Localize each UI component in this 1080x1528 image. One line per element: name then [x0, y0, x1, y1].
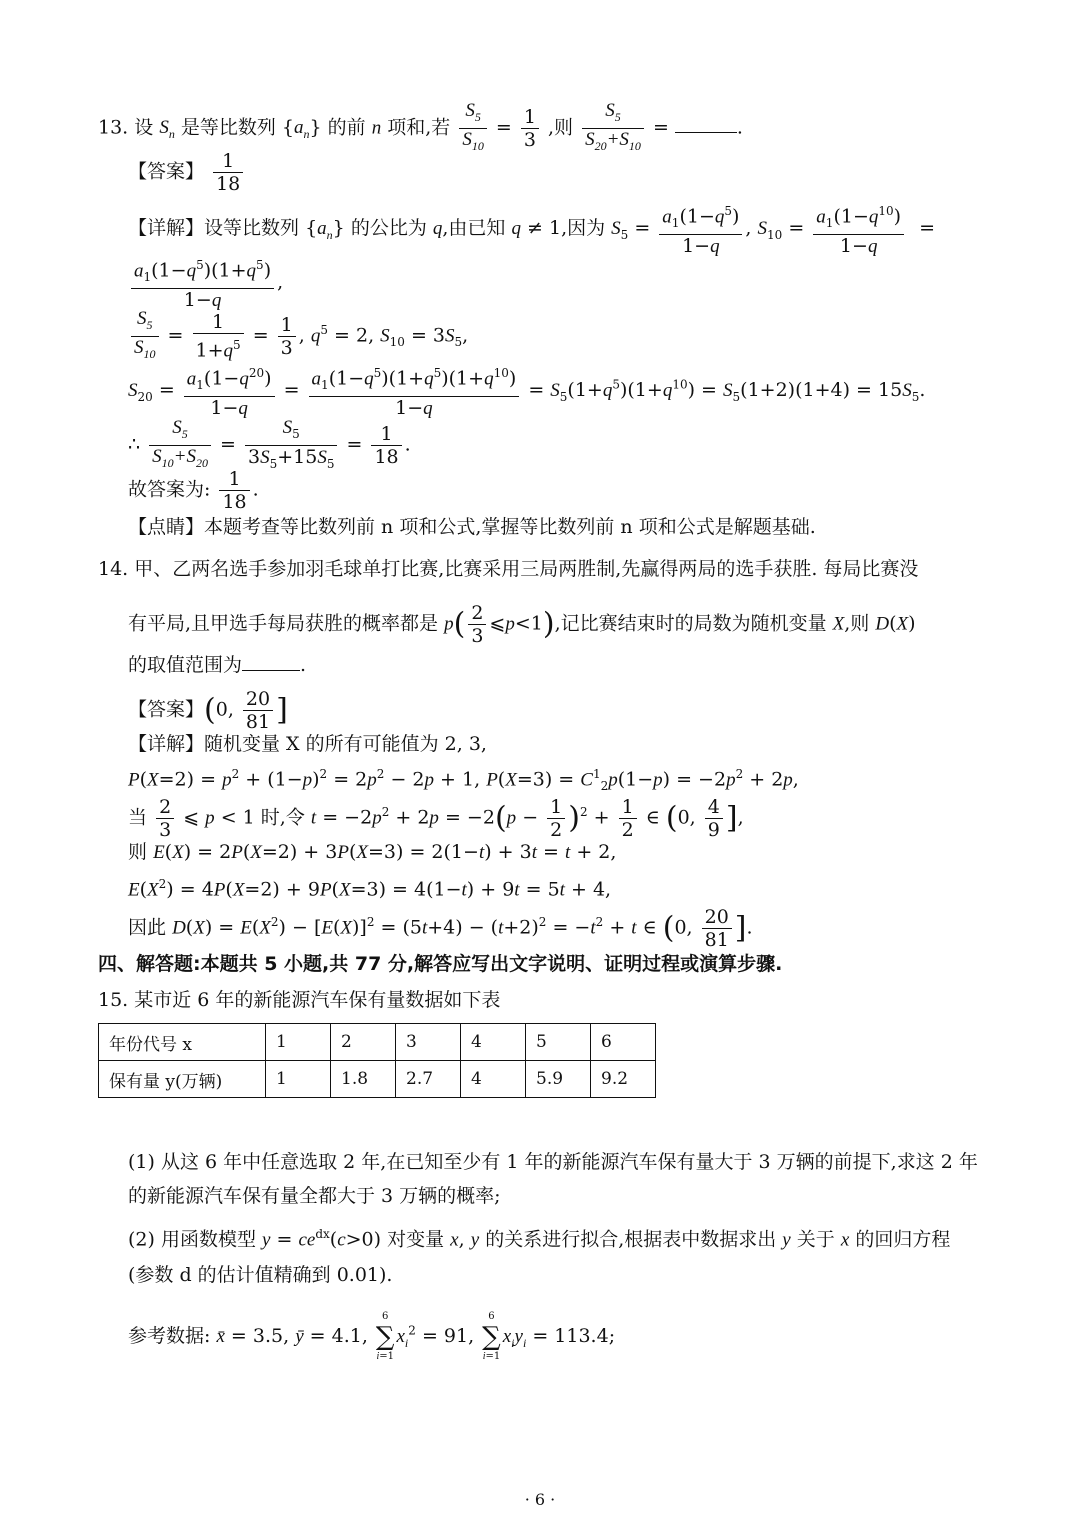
q13-detail-line5: ∴ $\frac{S_5}{S_{10}+S_{20}}$ = $\frac{S_5}{3S_5+15S_5}$ = $\frac{1}{18}$ .: [128, 417, 411, 471]
table-cell: 5.9: [526, 1061, 591, 1098]
data-table: [98, 1023, 656, 1098]
q13-detail-line3: $\frac{S_5}{S_{10}}$ = $\frac{1}{1+q^5}$ = $\frac{1}{3}$ , $q^5 = 2$, $S_{10} = 3S_5$,: [128, 308, 468, 365]
q14-detail-line4: 则 E(X) = 2P(X=2) + 3P(X=3) = 2(1−t) + 3t = t + 2,: [128, 841, 617, 863]
q13-detail-line4: $S_{20}$ = $\frac{a_1(1-q^{20})}{1-q}$ = $\frac{a_1(1-q^5)(1+q^5)(1+q^{10})}{1-q}$ = $S_5(1+q^5)(1+q^{10}) = S_5(1+2)(1+4) = 15S_5$.: [128, 362, 925, 420]
q13-stem: 13. 设 $S_n$ 是等比数列 $\{a_n\}$ 的前 n 项和,若 $\frac{S_5}{S_{10}}$ = $\frac{1}{3}$ ,则 $\frac{S_5}{S_{20}+S_{10}}$ = .: [98, 100, 743, 153]
section-title: 四、解答题:本题共 5 小题,共 77 分,解答应写出文字说明、证明过程或演算步骤.: [98, 953, 783, 975]
table-cell: 6: [591, 1024, 656, 1061]
page-number: · 6 ·: [524, 1490, 556, 1509]
q13-final-answer: 故答案为: $\frac{1}{18}$ .: [128, 468, 259, 513]
q15-part2-line1: (2) 用函数模型 $y = ce^{dx}(c>0)$ 对变量 x, y 的关系进行拟合,根据表中数据求出 y 关于 x 的回归方程: [128, 1227, 951, 1251]
q13-detail-line2: $\frac{a_1(1-q^5)(1+q^5)}{1-q}$ ,: [128, 254, 283, 312]
table-cell: 9.2: [591, 1061, 656, 1098]
table-cell: 2.7: [396, 1061, 461, 1098]
q14-stem-line1: 14. 甲、乙两名选手参加羽毛球单打比赛,比赛采用三局两胜制,先赢得两局的选手获胜. 每局比赛没: [98, 558, 919, 580]
table-cell: 保有量 y(万辆): [99, 1061, 266, 1098]
table-cell: 4: [461, 1061, 526, 1098]
q14-detail-line5: $E(X^2) = 4P(X=2) + 9P(X=3) = 4(1-t) + 9t = 5t + 4$,: [128, 877, 612, 901]
table-cell: 年份代号 x: [99, 1024, 266, 1061]
q15-reference-data: 参考数据: x̄ = 3.5, ȳ = 4.1, 6 ∑ i=1 $x_i^2 = 91$, 6 ∑ i=1 $x_iy_i = 113.4$;: [128, 1311, 616, 1362]
q15-stem: 15. 某市近 6 年的新能源汽车保有量数据如下表: [98, 989, 501, 1011]
table-cell: 2: [331, 1024, 396, 1061]
table-cell: 1: [266, 1061, 331, 1098]
q14-detail-line3: 当 $\frac{2}{3}$ ⩽ p < 1 时,令 $t = -2p^2 + 2p = -2(p$ − $\frac{1}{2}$ )$^2$ + $\frac{1}{2}$ ∈ (0, $\frac{4}{9}$ ],: [128, 796, 744, 841]
q14-detail-line6: 因此 $D(X) = E(X^2) - [E(X)]^2 = (5t+4) - (t+2)^2 = -t^2 + t$ ∈ (0, $\frac{20}{81}$ ].: [128, 906, 753, 951]
table-cell: 4: [461, 1024, 526, 1061]
table-cell: 3: [396, 1024, 461, 1061]
q14-stem-line2: 有平局,且甲选手每局获胜的概率都是 p( $\frac{2}{3}$ ⩽p<1),记比赛结束时的局数为随机变量 X,则 D(X): [128, 602, 916, 647]
q13-answer-blank: [675, 114, 737, 133]
q13-detail-line1: 【详解】设等比数列 $\{a_n\}$ 的公比为 q,由已知 q ≠ 1,因为 $S_5$ = $\frac{a_1(1-q^5)}{1-q}$ , $S_{10}$ = $\frac{a_1(1-q^{10})}{1-q}$ =: [128, 200, 935, 258]
q15-part1-line1: (1) 从这 6 年中任意选取 2 年,在已知至少有 1 年的新能源汽车保有量大于 3 万辆的前提下,求这 2 年: [128, 1151, 978, 1173]
table-row: [99, 1024, 656, 1061]
q15-part2-line2: (参数 d 的估计值精确到 0.01).: [128, 1264, 393, 1286]
q13-answer: 【答案】 $\frac{1}{18}$: [128, 150, 246, 195]
table-cell: 1: [266, 1024, 331, 1061]
q14-stem-line3: 的取值范围为 .: [128, 654, 307, 676]
q13-comment: 【点睛】本题考查等比数列前 n 项和公式,掌握等比数列前 n 项和公式是解题基础.: [128, 516, 816, 538]
q14-answer: 【答案】(0, $\frac{20}{81}$ ]: [128, 688, 288, 733]
table-cell: 1.8: [331, 1061, 396, 1098]
table-cell: 5: [526, 1024, 591, 1061]
q14-answer-blank: [242, 652, 300, 671]
table-row: [99, 1061, 656, 1098]
q14-detail-line2: $P(X=2) = p^2 + (1-p)^2 = 2p^2 - 2p + 1$, $P(X=3) = C^1_2p(1-p) = -2p^2 + 2p$,: [128, 767, 799, 794]
q14-detail-line1: 【详解】随机变量 X 的所有可能值为 2, 3,: [128, 733, 487, 755]
q15-part1-line2: 的新能源汽车保有量全都大于 3 万辆的概率;: [128, 1185, 501, 1207]
